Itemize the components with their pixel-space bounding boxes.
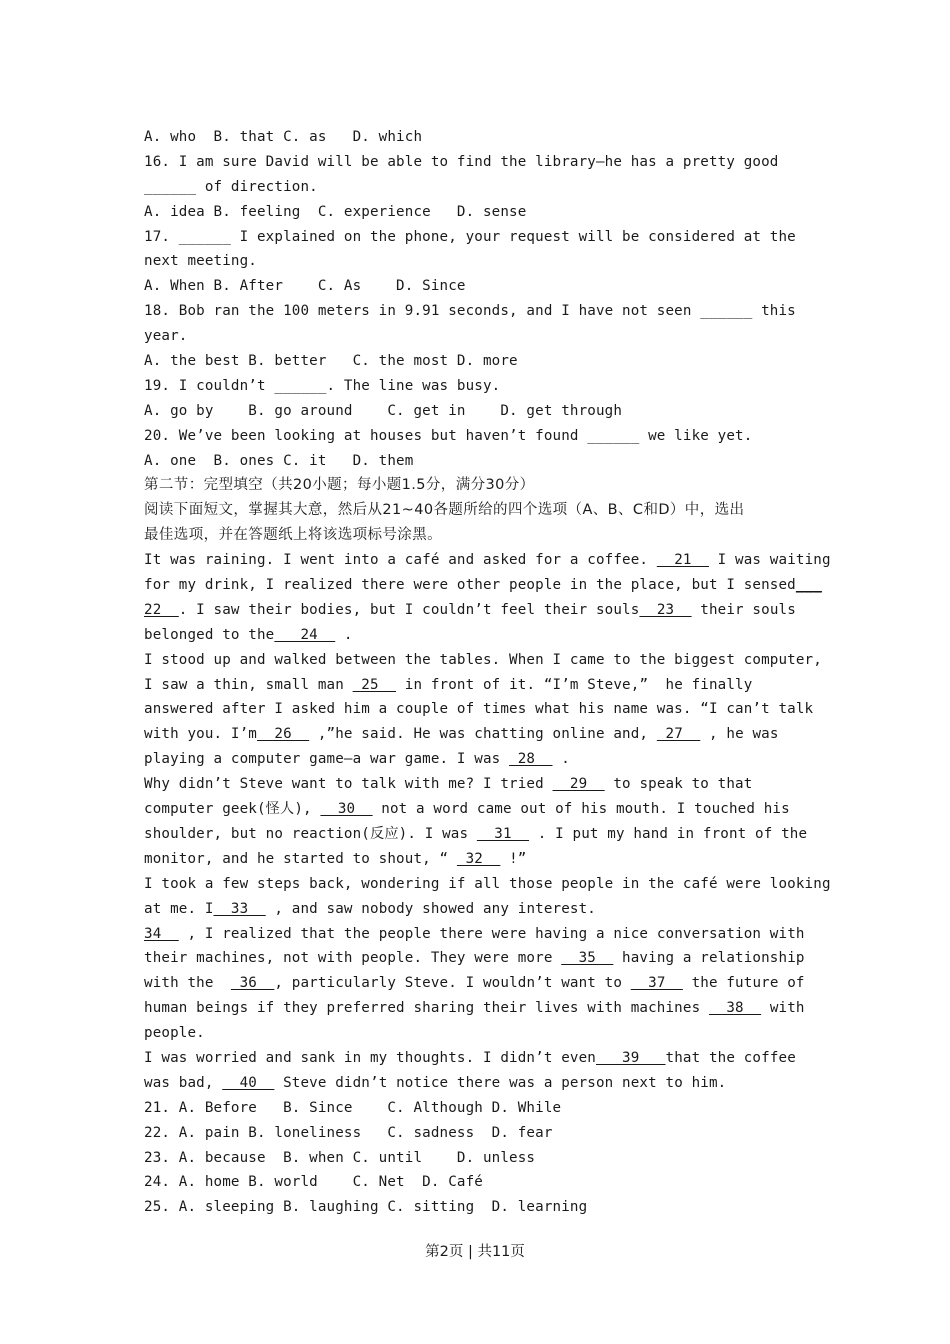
passage-line: answered after I asked him a couple of times what his name was. “I can’t talk xyxy=(144,701,814,718)
option-line: 25. A. sleeping B. laughing C. sitting D. learning xyxy=(144,1199,588,1216)
blank-22: 22 xyxy=(144,601,179,618)
blank-32: 32 xyxy=(456,850,501,867)
passage-line: 34 , I realized that the people there were having a nice conversation with xyxy=(144,925,805,942)
blank-34: 34 xyxy=(144,925,179,942)
blank-30: 30 xyxy=(320,801,373,818)
section-heading: 第二节：完型填空（共20小题；每小题1.5分，满分30分） xyxy=(144,477,535,494)
text-line: A. who B. that C. as D. which xyxy=(144,129,423,145)
option-line: 21. A. Before B. Since C. Although D. While xyxy=(144,1099,562,1116)
text-line: 17. ______ I explained on the phone, your request will be considered at the xyxy=(144,228,796,245)
passage-line: at me. I 33 , and saw nobody showed any interest. xyxy=(144,900,596,917)
text-line: year. xyxy=(144,328,188,345)
option-line: 24. A. home B. world C. Net D. Café xyxy=(144,1174,483,1191)
blank-29: 29 xyxy=(552,776,605,793)
blank-21: 21 xyxy=(656,552,709,569)
text-line: 20. We’ve been looking at houses but haven’t found ______ we like yet. xyxy=(144,427,753,444)
passage-line: computer geek(怪人), 30 not a word came out of his mouth. I touched his xyxy=(144,801,790,818)
blank-39: 39 xyxy=(595,1049,666,1066)
passage-line: with you. I’m 26 ,”he said. He was chatting online and, 27 , he was xyxy=(144,726,779,743)
passage-line: was bad, 40 Steve didn’t notice there was a person next to him. xyxy=(144,1074,727,1091)
text-line: next meeting. xyxy=(144,253,257,270)
blank-22-start: ___ xyxy=(795,577,822,594)
blank-31: 31 xyxy=(476,825,530,842)
passage-line: 22 . I saw their bodies, but I couldn’t feel their souls 23 their souls xyxy=(144,601,796,618)
blank-28: 28 xyxy=(509,751,553,768)
text-line: A. idea B. feeling C. experience D. sense xyxy=(144,203,527,220)
blank-38: 38 xyxy=(708,1000,762,1017)
blank-36: 36 xyxy=(230,975,275,992)
passage-line: human beings if they preferred sharing their lives with machines 38 with xyxy=(144,1000,805,1017)
text-line: A. the best B. better C. the most D. more xyxy=(144,353,518,370)
instructions-line: 阅读下面短文，掌握其大意，然后从21~40各题所给的四个选项（A、B、C和D）中，选出 xyxy=(144,502,745,519)
option-line: 23. A. because B. when C. until D. unless xyxy=(144,1149,536,1166)
option-line: 22. A. pain B. loneliness C. sadness D. fear xyxy=(144,1124,553,1141)
text-line: A. go by B. go around C. get in D. get through xyxy=(144,402,623,419)
passage-line: belonged to the 24 . xyxy=(144,626,353,643)
text-line: 16. I am sure David will be able to find the library—he has a pretty good xyxy=(144,153,779,170)
passage-line: I stood up and walked between the tables. When I came to the biggest computer, xyxy=(144,651,822,668)
passage-line: I took a few steps back, wondering if all those people in the café were looking xyxy=(144,875,831,892)
blank-35: 35 xyxy=(561,950,614,967)
blank-23: 23 xyxy=(639,601,692,618)
blank-40: 40 xyxy=(222,1074,275,1091)
blank-37: 37 xyxy=(630,975,683,992)
blank-26: 26 xyxy=(257,726,310,743)
page-content xyxy=(144,125,831,1220)
blank-25: 25 xyxy=(352,676,397,693)
passage-line: I was worried and sank in my thoughts. I didn’t even 39 that the coffee xyxy=(144,1049,796,1066)
instructions-line: 最佳选项，并在答题纸上将该选项标号涂黑。 xyxy=(144,527,442,544)
passage-line: It was raining. I went into a café and asked for a coffee. 21 I was waiting xyxy=(144,552,831,569)
text-line: A. When B. After C. As D. Since xyxy=(144,278,466,295)
blank-33: 33 xyxy=(213,900,266,917)
passage-line: monitor, and he started to shout, “ 32 !” xyxy=(144,850,527,867)
passage-line: with the 36 , particularly Steve. I wouldn’t want to 37 the future of xyxy=(144,975,805,992)
passage-line: playing a computer game—a war game. I was 28 . xyxy=(144,751,570,768)
passage-line: their machines, not with people. They were more 35 having a relationship xyxy=(144,950,805,967)
blank-24: 24 xyxy=(274,626,336,643)
text-line: A. one B. ones C. it D. them xyxy=(144,452,414,469)
text-line: 18. Bob ran the 100 meters in 9.91 seconds, and I have not seen ______ this xyxy=(144,303,796,320)
passage-line: shoulder, but no reaction(反应). I was 31 . I put my hand in front of the xyxy=(144,825,808,842)
passage-line: for my drink, I realized there were other people in the place, but I sensed___ xyxy=(144,577,822,594)
page-footer: 第2页 | 共11页 xyxy=(425,1244,525,1260)
text-line: 19. I couldn’t ______. The line was busy. xyxy=(144,377,501,394)
text-line: ______ of direction. xyxy=(144,178,318,195)
passage-line: I saw a thin, small man 25 in front of it. “I’m Steve,” he finally xyxy=(144,676,753,693)
blank-27: 27 xyxy=(656,726,701,743)
passage-line: Why didn’t Steve want to talk with me? I tried 29 to speak to that xyxy=(144,776,753,793)
passage-line: people. xyxy=(144,1025,205,1042)
